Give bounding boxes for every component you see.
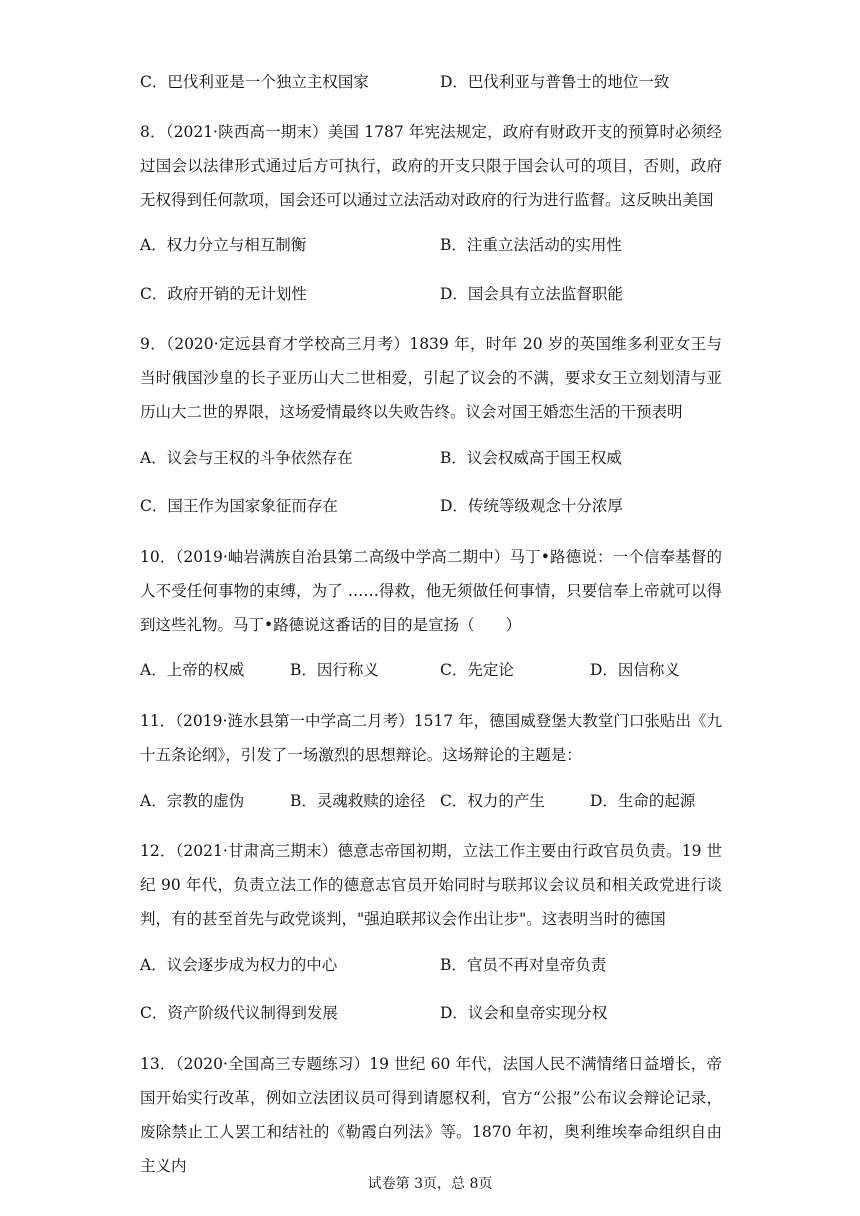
option-c: C．政府开销的无计划性	[140, 285, 307, 303]
option-b: B．议会权威高于国王权威	[440, 449, 622, 467]
option-a: A．上帝的权威	[140, 661, 245, 679]
option-b: B．注重立法活动的实用性	[440, 236, 622, 254]
option-d: D．巴伐利亚与普鲁士的地位一致	[440, 73, 670, 91]
question-8-stem: 8．（2021·陕西高一期末）美国 1787 年宪法规定，政府有财政开支的预算时必须经过国会以法律形式通过后方可执行，政府的开支只限于国会认可的项目，否则，政府无权得到任何款项，国会还可以通过立法活动对政府的行为进行监督。这反映出美国	[140, 123, 722, 209]
option-c: C．巴伐利亚是一个独立主权国家	[140, 73, 369, 91]
option-a: A．议会逐步成为权力的中心	[140, 956, 338, 974]
question-12-stem: 12．（2021·甘肃高三期末）德意志帝国初期，立法工作主要由行政官员负责。19 世纪 90 年代，负责立法工作的德意志官员开始同时与联邦议会议员和相关政党进行谈判，有的甚至首先与政党谈判，"强迫联邦议会作出让步"。这表明当时的德国	[140, 842, 722, 928]
option-a: A．议会与王权的斗争依然存在	[140, 449, 353, 467]
option-a: A．宗教的虚伪	[140, 792, 245, 810]
option-a: A．权力分立与相互制衡	[140, 236, 307, 254]
option-d: D．国会具有立法监督职能	[440, 285, 623, 303]
question-9-options-row1	[0, 443, 860, 473]
option-d: D．传统等级观念十分浓厚	[440, 497, 623, 515]
option-c: C．权力的产生	[440, 792, 545, 810]
question-9-options-row2	[0, 491, 860, 521]
question-12-options-row2	[0, 998, 860, 1028]
question-8-options-row1	[0, 230, 860, 260]
option-c: C．先定论	[440, 661, 514, 679]
page-footer: 试卷第 3页，总 8页	[367, 1176, 493, 1192]
question-12-options-row1	[0, 950, 860, 980]
question-8-options-row2	[0, 279, 860, 309]
question-13-stem: 13．（2020·全国高三专题练习）19 世纪 60 年代，法国人民不满情绪日益增长，帝国开始实行改革，例如立法团议员可得到请愿权利，官方“公报”公布议会辩论记录，废除禁止工人罢工和结社的《勒霞白列法》等。1870 年初，奥利维埃奉命组织自由主义内	[140, 1055, 722, 1175]
option-d: D．生命的起源	[590, 792, 696, 810]
option-d: D．议会和皇帝实现分权	[440, 1004, 608, 1022]
option-c: C．国王作为国家象征而存在	[140, 497, 338, 515]
question-11-stem: 11．（2019·涟水县第一中学高二月考）1517 年，德国威登堡大教堂门口张贴出《九十五条论纲》，引发了一场激烈的思想辩论。这场辩论的主题是：	[140, 712, 722, 764]
option-b: B．官员不再对皇帝负责	[440, 956, 607, 974]
question-7-options	[0, 67, 860, 97]
question-11-options	[0, 786, 860, 816]
question-10-options	[0, 655, 860, 685]
option-c: C．资产阶级代议制得到发展	[140, 1004, 338, 1022]
option-b: B．因行称义	[290, 661, 379, 679]
option-b: B．灵魂救赎的途径	[290, 792, 426, 810]
question-9-stem: 9．（2020·定远县育才学校高三月考）1839 年，时年 20 岁的英国维多利亚女王与当时俄国沙皇的长子亚历山大二世相爱，引起了议会的不满，要求女王立刻划清与亚历山大二世的界限，这场爱情最终以失败告终。议会对国王婚恋生活的干预表明	[140, 335, 722, 421]
option-d: D．因信称义	[590, 661, 680, 679]
question-10-stem: 10．（2019·岫岩满族自治县第二高级中学高二期中）马丁•路德说：一个信奉基督的人不受任何事物的束缚，为了 ……得救，他无须做任何事情，只要信奉上帝就可以得到这些礼物。马丁•路德说这番话的目的是宣扬（ ）	[140, 548, 722, 634]
